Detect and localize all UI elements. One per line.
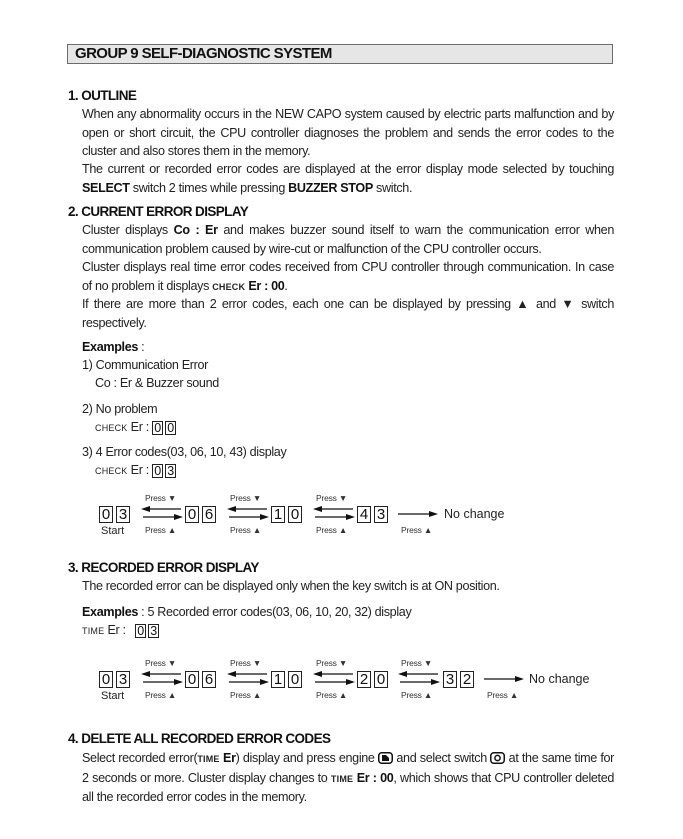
start-label: Start (101, 690, 125, 702)
delete-heading: 4. DELETE ALL RECORDED ERROR CODES (68, 731, 331, 746)
recorded-examples: Examples : 5 Recorded error codes(03, 06, 10, 20, 32) display (82, 605, 412, 619)
press-down-label: Press ▼ (230, 658, 262, 668)
press-up-label: Press ▲ (230, 525, 262, 535)
bidirectional-arrow-icon (141, 670, 183, 686)
code-box-06: 0 6 (185, 671, 219, 689)
delete-paragraph: Select recorded error(TIME Er) display and press engine and select switch at the same time for 2 seconds or more. Cluster display changes to TIME Er : 00, which shows that CPU controller deleted all the recorded error codes in the memory. (82, 751, 615, 804)
example-3-title: 3) 4 Error codes(03, 06, 10, 43) display (82, 445, 287, 459)
right-arrow-icon (484, 674, 526, 684)
code-box-06: 0 6 (185, 506, 219, 524)
recorded-heading: 3. RECORDED ERROR DISPLAY (68, 560, 259, 575)
current-heading: 2. CURRENT ERROR DISPLAY (68, 204, 249, 219)
press-down-label: Press ▼ (401, 658, 433, 668)
press-up-label: Press ▲ (145, 525, 177, 535)
code-box-32: 3 2 (443, 671, 477, 689)
press-down-label: Press ▼ (316, 493, 348, 503)
recorded-time-display: TIME Er : 0 3 (82, 623, 161, 638)
current-paragraph-3: If there are more than 2 error codes, each one can be displayed by pressing ▲ and ▼ switch respectively. (82, 297, 614, 330)
example-2-display: CHECK Er : 0 0 (95, 420, 178, 435)
right-arrow-icon (398, 509, 440, 519)
example-2-title: 2) No problem (82, 402, 158, 416)
code-box-20: 2 0 (357, 671, 391, 689)
bidirectional-arrow-icon (227, 505, 269, 521)
recorded-paragraph: The recorded error can be displayed only when the key switch is at ON position. (82, 579, 500, 593)
current-paragraph-2: Cluster displays real time error codes received from CPU controller through communication. In case of no problem it displays CHECK Er : 00. (82, 260, 614, 293)
up-arrow-icon: ▲ (516, 297, 531, 311)
bidirectional-arrow-icon (313, 670, 355, 686)
down-arrow-icon: ▼ (561, 297, 576, 311)
press-up-label: Press ▲ (230, 690, 262, 700)
press-up-label: Press ▲ (316, 525, 348, 535)
code-box-10: 1 0 (271, 506, 305, 524)
example-1-value: Co : Er & Buzzer sound (95, 376, 219, 390)
engine-switch-icon (378, 752, 393, 764)
no-change-label: No change (444, 507, 505, 521)
bidirectional-arrow-icon (398, 670, 440, 686)
code-box-03: 0 3 (99, 506, 133, 524)
press-up-label: Press ▲ (487, 690, 519, 700)
examples-label: Examples : (82, 340, 145, 354)
press-up-label: Press ▲ (401, 690, 433, 700)
bidirectional-arrow-icon (227, 670, 269, 686)
example-3-display: CHECK Er : 0 3 (95, 463, 178, 478)
group-title: GROUP 9 SELF-DIAGNOSTIC SYSTEM (67, 44, 613, 64)
outline-heading: 1. OUTLINE (68, 88, 137, 103)
press-up-label: Press ▲ (401, 525, 433, 535)
press-down-label: Press ▼ (316, 658, 348, 668)
outline-paragraph-1: When any abnormality occurs in the NEW CAPO system caused by electric parts malfunction and by open or short circuit, the CPU controller diagnoses the problem and sends the error codes to the cluster and also stores them in the memory. (82, 107, 614, 158)
outline-paragraph-2: The current or recorded error codes are displayed at the error display mode selected by touching SELECT switch 2 times while pressing BUZZER STOP switch. (82, 162, 614, 195)
press-up-label: Press ▲ (316, 690, 348, 700)
bidirectional-arrow-icon (141, 505, 183, 521)
bidirectional-arrow-icon (313, 505, 355, 521)
code-box-43: 4 3 (357, 506, 391, 524)
start-label: Start (101, 525, 125, 537)
press-down-label: Press ▼ (145, 658, 177, 668)
example-1-title: 1) Communication Error (82, 358, 208, 372)
current-paragraph-1: Cluster displays Co : Er and makes buzzer sound itself to warn the communication error when communication problem caused by wire-cut or malfunction of the CPU controller occurs. (82, 223, 614, 256)
press-down-label: Press ▼ (145, 493, 177, 503)
code-box-10: 1 0 (271, 671, 305, 689)
press-up-label: Press ▲ (145, 690, 177, 700)
press-down-label: Press ▼ (230, 493, 262, 503)
no-change-label: No change (529, 672, 590, 686)
code-box-03: 0 3 (99, 671, 133, 689)
select-switch-icon (490, 752, 505, 764)
